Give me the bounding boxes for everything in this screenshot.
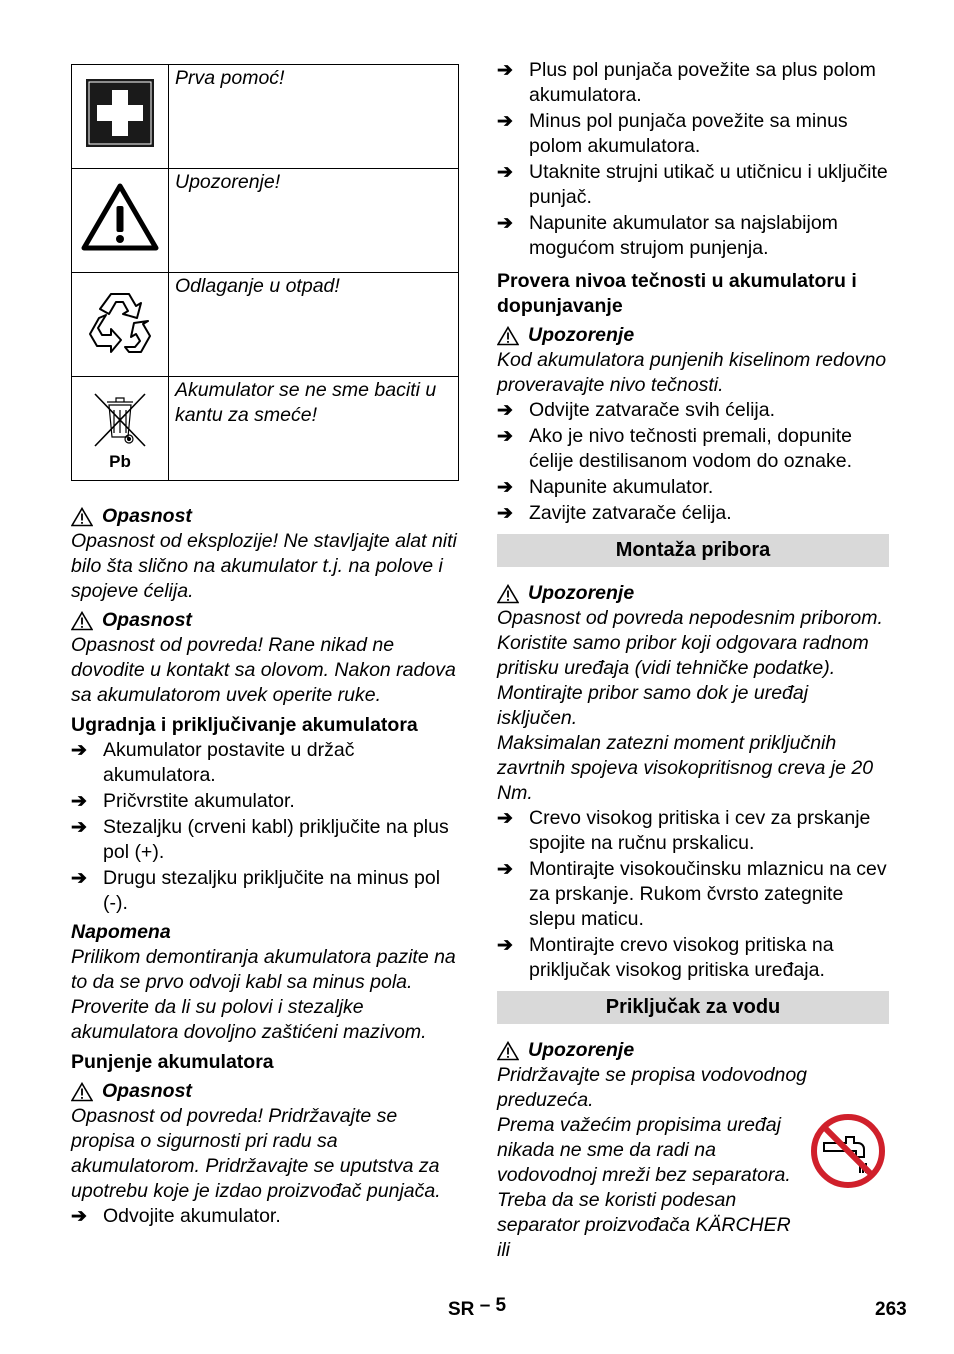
symbol-label: Odlaganje u otpad! (169, 273, 459, 377)
list-item: ➔ Odvijte zatvarače svih ćelija. (497, 399, 776, 421)
arrow-right-icon: ➔ (71, 1206, 87, 1227)
list-item: ➔ Montirajte crevo visokog pritiska na priključak visokog pritiska uređaja. (497, 934, 834, 981)
danger-heading (71, 504, 459, 529)
arrow-right-icon: ➔ (71, 791, 87, 812)
accessory-steps (497, 806, 889, 983)
arrow-right-icon: ➔ (497, 503, 513, 524)
arrow-right-icon: ➔ (497, 400, 513, 421)
arrow-right-icon: ➔ (497, 859, 513, 880)
warning-heading (497, 581, 889, 606)
list-item: ➔ Ako je nivo tečnosti premali, dopunite ćelije destilisanom vodom do oznake. (497, 425, 853, 472)
list-item: ➔ Odvojite akumulator. (71, 1205, 281, 1227)
section-title-water-connection: Priključak za vodu (497, 991, 889, 1024)
symbol-label: Upozorenje! (169, 169, 459, 273)
danger-label: Opasnost (102, 609, 192, 631)
list-item: ➔ Utaknite strujni utikač u utičnicu i uključite punjač. (497, 161, 888, 208)
warning-label: Upozorenje (528, 324, 635, 346)
symbol-row (72, 377, 459, 481)
arrow-right-icon: ➔ (497, 477, 513, 498)
crossed-out-bin-icon (72, 377, 169, 481)
warning-triangle-icon (72, 169, 169, 273)
warning-text: Prema važećim propisima uređaj nikada ne sme da radi na vodovodnoj mreži bez separatora. Treba da se koristi podesan separator proizvođača KÄRCHER ili (497, 1114, 791, 1261)
lead-label: Pb (109, 451, 131, 471)
danger-text: Opasnost od eksplozije! Ne stavljajte alat niti bilo šta slično na akumulator t.j. na polove i spojeve ćelija. (71, 530, 457, 602)
recycling-icon (72, 273, 169, 377)
page-number: 263 (875, 1299, 907, 1320)
symbol-row (72, 65, 459, 169)
warning-text: Kod akumulatora punjenih kiselinom redovno proveravajte nivo tečnosti. (497, 349, 887, 396)
first-aid-cross-icon (72, 65, 169, 169)
arrow-right-icon: ➔ (71, 868, 87, 889)
symbol-label: Akumulator se ne sme baciti u kantu za smeće! (169, 377, 459, 481)
danger-label: Opasnost (102, 1080, 192, 1102)
danger-text: Opasnost od povreda! Pridržavajte se propisa o sigurnosti pri radu sa akumulatorom. Pridržavajte se uputstva za upotrebu koje je izdao proizvođač punjača. (71, 1105, 441, 1202)
page-footer-lang: SR – 5 (448, 1295, 507, 1320)
warning-label: Upozorenje (528, 582, 635, 604)
charging-steps (497, 58, 889, 261)
install-steps (71, 738, 459, 916)
no-direct-mains-connection-icon (810, 1113, 886, 1189)
warning-text: Opasnost od povreda nepodesnim priborom. Koristite samo pribor koji odgovara radnom pritisku uređaja (vidi tehničke podatke). (497, 607, 883, 679)
note-text: Prilikom demontiranja akumulatora pazite na to da se prvo odvoji kabl sa minus pola. Proverite da li su polovi i stezaljke akumulatora dovoljno zaštićeni mazivom. (71, 946, 456, 1043)
list-item: ➔ Pričvrstite akumulator. (71, 790, 295, 812)
warning-triangle-icon (497, 584, 519, 604)
arrow-right-icon: ➔ (497, 111, 513, 132)
list-item: ➔ Minus pol punjača povežite sa minus polom akumulatora. (497, 110, 848, 157)
arrow-right-icon: ➔ (497, 808, 513, 829)
symbol-label: Prva pomoć! (169, 65, 459, 169)
list-item: ➔ Crevo visokog pritiska i cev za prskanje spojite na ručnu prskalicu. (497, 807, 871, 854)
danger-label: Opasnost (102, 505, 192, 527)
arrow-right-icon: ➔ (497, 213, 513, 234)
list-item: ➔ Napunite akumulator sa najslabijom mogućom strujom punjenja. (497, 212, 838, 259)
warning-text: Pridržavajte se propisa vodovodnog preduzeća. (497, 1064, 808, 1111)
symbol-row (72, 169, 459, 273)
warning-heading (497, 1038, 889, 1063)
list-item: ➔ Drugu stezaljku priključite na minus pol (-). (71, 867, 441, 914)
warning-heading (497, 323, 889, 348)
note-label: Napomena (71, 921, 171, 943)
list-item: ➔ Plus pol punjača povežite sa plus polom akumulatora. (497, 59, 876, 106)
warning-text: Montirajte pribor samo dok je uređaj isključen. (497, 682, 809, 729)
section-title-accessories: Montaža pribora (497, 534, 889, 567)
arrow-right-icon: ➔ (71, 817, 87, 838)
install-heading: Ugradnja i priključivanje akumulatora (71, 714, 418, 736)
level-steps (497, 398, 889, 526)
list-item: ➔ Zavijte zatvarače ćelija. (497, 502, 732, 524)
danger-text: Opasnost od povreda! Rane nikad ne dovodite u kontakt sa olovom. Nakon radova sa akumulatorom uvek operite ruke. (71, 634, 456, 706)
warning-triangle-icon (71, 1082, 93, 1102)
warning-label: Upozorenje (528, 1039, 635, 1061)
arrow-right-icon: ➔ (71, 740, 87, 761)
right-column (497, 58, 889, 1263)
separator-note (497, 1113, 889, 1263)
warning-triangle-icon (497, 326, 519, 346)
warning-triangle-icon (497, 1041, 519, 1061)
list-item: ➔ Montirajte visokoučinsku mlaznicu na cev za prskanje. Rukom čvrsto zategnite slepu maticu. (497, 858, 887, 930)
list-item: ➔ Akumulator postavite u držač akumulatora. (71, 739, 355, 786)
warning-text: Maksimalan zatezni moment priključnih zavrtnih spojeva visokopritisnog creva je 20 Nm. (497, 732, 874, 804)
arrow-right-icon: ➔ (497, 935, 513, 956)
symbol-row (72, 273, 459, 377)
list-item: ➔ Stezaljku (crveni kabl) priključite na plus pol (+). (71, 816, 449, 863)
list-item: ➔ Napunite akumulator. (497, 476, 714, 498)
danger-heading (71, 1079, 459, 1104)
symbol-table (71, 64, 459, 481)
left-column (71, 64, 459, 1230)
danger-heading (71, 608, 459, 633)
arrow-right-icon: ➔ (497, 162, 513, 183)
warning-triangle-icon (71, 611, 93, 631)
arrow-right-icon: ➔ (497, 60, 513, 81)
warning-triangle-icon (71, 507, 93, 527)
arrow-right-icon: ➔ (497, 426, 513, 447)
charging-heading: Punjenje akumulatora (71, 1051, 274, 1073)
level-heading: Provera nivoa tečnosti u akumulatoru i dopunjavanje (497, 270, 857, 317)
